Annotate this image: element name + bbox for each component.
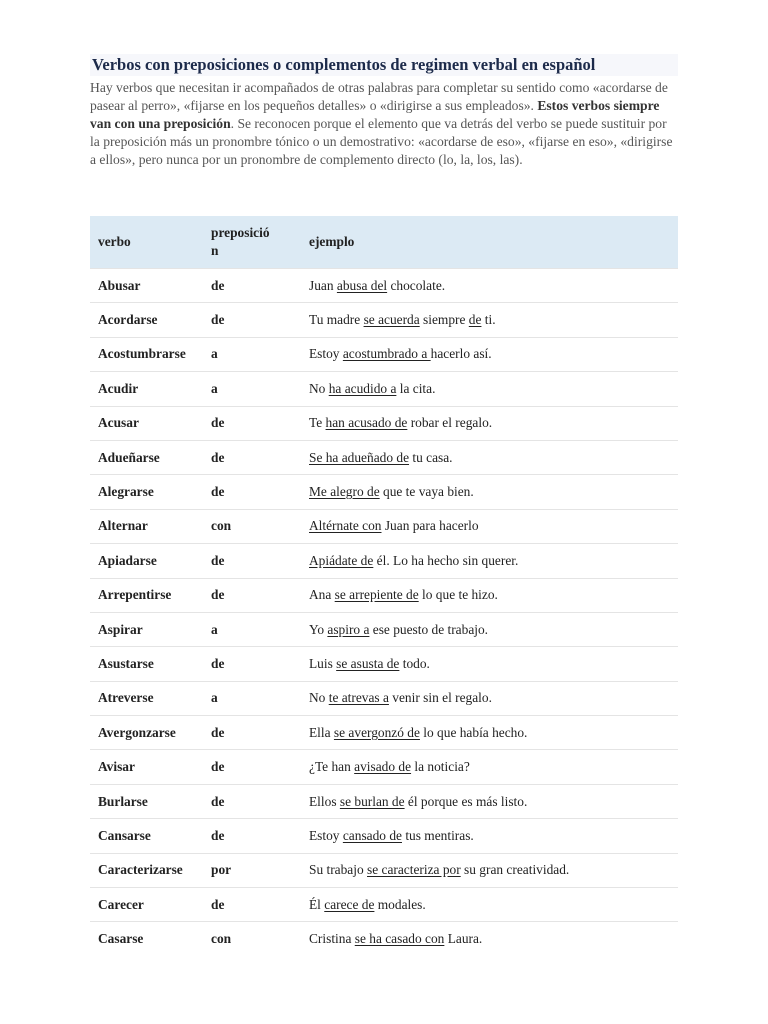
table-row [90,440,678,474]
example-text: Tu madre [309,312,364,328]
example-cell [301,888,678,922]
table-row [90,475,678,509]
example-text: Ellos [309,793,340,809]
example-underlined: de [468,312,482,328]
verb-cell: Alternar [90,509,203,543]
header-preposition-line1: preposició [211,225,270,240]
preposition-cell: de [203,819,301,853]
preposition-cell: de [203,303,301,337]
intro-paragraph [90,79,678,169]
example-underlined: se burlan de [339,793,405,809]
example-cell [301,716,678,750]
example-cell [301,784,678,818]
verbs-table [90,216,678,956]
verb-cell: Casarse [90,922,203,956]
verb-cell: Abusar [90,269,203,303]
example-underlined: Se ha adueñado de [309,449,410,465]
table-row [90,269,678,303]
verb-cell: Acusar [90,406,203,440]
table-row [90,578,678,612]
example-underlined: han acusado de [325,415,408,431]
example-underlined: Me alegro de [309,484,380,500]
example-text: ¿Te han [309,759,355,775]
header-example: ejemplo [301,216,678,269]
example-text: ti. [481,312,496,328]
verb-cell: Arrepentirse [90,578,203,612]
verb-cell: Aspirar [90,612,203,646]
example-text: No [309,380,329,396]
table-header-row [90,216,678,269]
example-underlined: se acuerda [363,312,420,328]
example-cell [301,440,678,474]
example-text: Luis [309,655,337,671]
example-text: lo que había hecho. [419,724,528,740]
example-text: todo. [399,655,430,671]
example-underlined: se asusta de [336,655,400,671]
verb-cell: Acostumbrarse [90,337,203,371]
example-underlined: se arrepiente de [334,587,419,603]
example-underlined: Altérnate con [309,518,382,534]
preposition-cell: por [203,853,301,887]
example-text: robar el regalo. [407,415,493,431]
example-cell [301,819,678,853]
preposition-cell: de [203,888,301,922]
preposition-cell: a [203,681,301,715]
example-text: Cristina [309,931,355,947]
example-cell [301,406,678,440]
example-cell [301,303,678,337]
header-preposition [203,216,301,269]
preposition-cell: de [203,750,301,784]
table-row [90,647,678,681]
header-preposition-line2: n [211,243,219,258]
page-title: Verbos con preposiciones o complementos de regimen verbal en español [90,54,678,76]
preposition-cell: a [203,337,301,371]
preposition-cell: de [203,578,301,612]
table-row [90,888,678,922]
example-text: Laura. [444,931,483,947]
example-underlined: se caracteriza por [367,862,461,878]
example-text: Ella [309,724,334,740]
example-text: modales. [374,896,426,912]
table-row [90,509,678,543]
example-cell [301,853,678,887]
example-text: Estoy [309,827,343,843]
example-text: la noticia? [411,759,470,775]
example-text: Su trabajo [309,862,368,878]
preposition-cell: de [203,269,301,303]
example-text: lo que te hizo. [418,587,498,603]
verb-cell: Acordarse [90,303,203,337]
example-cell [301,750,678,784]
example-text: la cita. [396,380,436,396]
example-cell [301,269,678,303]
table-row [90,750,678,784]
example-text: ese puesto de trabajo. [369,621,489,637]
intro-bold: Estos verbos siempre van con una preposición [90,97,660,131]
example-underlined: se ha casado con [354,931,445,947]
example-text: No [309,690,329,706]
table-row [90,784,678,818]
table-row [90,303,678,337]
preposition-cell: de [203,716,301,750]
table-row [90,612,678,646]
verb-cell: Avergonzarse [90,716,203,750]
table-row [90,716,678,750]
example-cell [301,647,678,681]
intro-text-2: . Se reconocen porque el elemento que va detrás del verbo se puede sustituir por la preposición más un pronombre tónico o un demostrativo: «acordarse de eso», «fijarse en eso», «dirigirse a ellos», pero nunca por un pronombre de complemento directo (lo, la, los, las). [90,115,673,167]
verb-cell: Asustarse [90,647,203,681]
example-underlined: avisado de [354,759,412,775]
example-cell [301,578,678,612]
preposition-cell: a [203,372,301,406]
example-text: Estoy [309,346,343,362]
preposition-cell: de [203,544,301,578]
preposition-cell: de [203,647,301,681]
example-underlined: cansado de [342,827,402,843]
example-text: Juan [309,277,337,293]
example-underlined: te atrevas a [328,690,389,706]
example-cell [301,612,678,646]
preposition-cell: con [203,509,301,543]
table-row [90,337,678,371]
example-cell [301,337,678,371]
example-underlined: carece de [324,896,375,912]
verb-cell: Cansarse [90,819,203,853]
verb-cell: Carecer [90,888,203,922]
example-cell [301,922,678,956]
verb-cell: Atreverse [90,681,203,715]
verb-cell: Adueñarse [90,440,203,474]
table-row [90,819,678,853]
example-cell [301,544,678,578]
table-row [90,544,678,578]
example-text: Ana [309,587,335,603]
example-cell [301,509,678,543]
example-underlined: se avergonzó de [333,724,420,740]
example-text: chocolate. [387,277,446,293]
preposition-cell: de [203,440,301,474]
intro-text-1: Hay verbos que necesitan ir acompañados de otras palabras para completar su sentido como «acordarse de pasear al perro», «fijarse en los pequeños detalles» o «dirigirse a sus empleados». [90,80,668,113]
example-cell [301,681,678,715]
table-row [90,681,678,715]
example-underlined: abusa del [336,277,388,293]
preposition-cell: con [203,922,301,956]
table-row [90,372,678,406]
example-underlined: Apiádate de [309,552,374,568]
verb-cell: Burlarse [90,784,203,818]
example-cell [301,372,678,406]
table-body [90,269,678,956]
header-verb: verbo [90,216,203,269]
example-text: tu casa. [409,449,453,465]
preposition-cell: de [203,784,301,818]
verb-cell: Caracterizarse [90,853,203,887]
example-text: tus mentiras. [401,827,474,843]
verb-cell: Avisar [90,750,203,784]
example-text: su gran creatividad. [460,862,570,878]
example-text: Yo [309,621,328,637]
preposition-cell: de [203,406,301,440]
table-row [90,853,678,887]
preposition-cell: a [203,612,301,646]
example-text: Él [309,896,325,912]
preposition-cell: de [203,475,301,509]
example-underlined: ha acudido a [328,380,397,396]
example-text: él porque es más listo. [404,793,528,809]
example-underlined: acostumbrado a [342,346,431,362]
table-row [90,922,678,956]
example-underlined: aspiro a [327,621,370,637]
example-text: Juan para hacerlo [381,518,479,534]
example-text: venir sin el regalo. [388,690,492,706]
verb-cell: Alegrarse [90,475,203,509]
verb-cell: Acudir [90,372,203,406]
verb-cell: Apiadarse [90,544,203,578]
example-text: Te [309,415,326,431]
example-cell [301,475,678,509]
example-text: hacerlo así. [430,346,492,362]
table-row [90,406,678,440]
example-text: siempre [419,312,469,328]
example-text: que te vaya bien. [379,484,474,500]
example-text: él. Lo ha hecho sin querer. [373,552,519,568]
